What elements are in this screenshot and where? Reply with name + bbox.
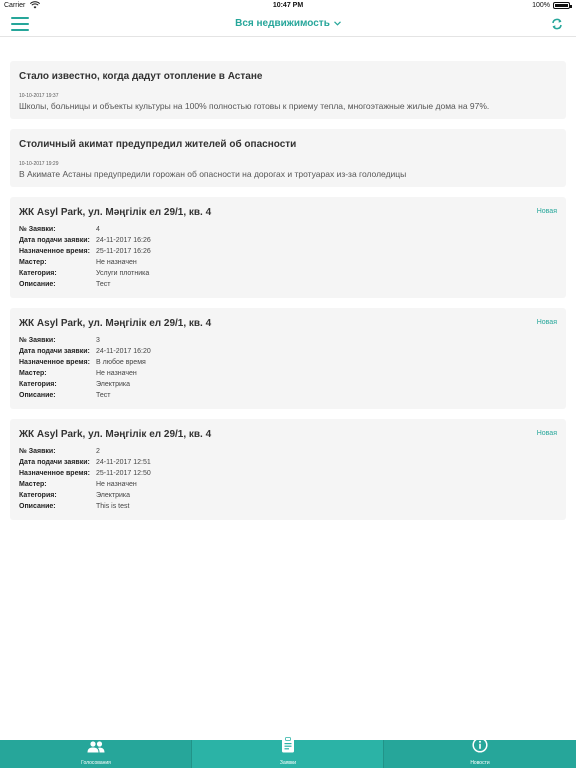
tab-requests[interactable] [192,740,384,768]
ticket-card[interactable] [10,197,566,298]
submitted-date-label: Дата подачи заявки: [19,237,90,244]
tab-news[interactable] [384,740,576,768]
master-label: Мастер: [19,481,47,488]
news-date: 10-10-2017 19:29 [19,161,59,167]
submitted-date-label: Дата подачи заявки: [19,348,90,355]
submitted-date: 24-11-2017 12:51 [96,459,151,466]
master-label: Мастер: [19,370,47,377]
ticket-card[interactable] [10,419,566,520]
scheduled-time: 25-11-2017 12:50 [96,470,151,477]
category-value: Электрика [96,492,131,499]
news-title: Стало известно, когда дадут отопление в Астане [19,71,263,82]
info-icon [472,737,488,758]
news-date: 10-10-2017 19:37 [19,93,59,99]
category-value: Электрика [96,381,131,388]
ticket-number: 3 [96,337,100,344]
ticket-address: ЖК Asyl Park, ул. Мәңгілік ел 29/1, кв. 4 [19,207,212,218]
ticket-address: ЖК Asyl Park, ул. Мәңгілік ел 29/1, кв. 4 [19,429,212,440]
description-label: Описание: [19,392,56,399]
ticket-number: 2 [96,448,100,455]
category-value: Услуги плотника [96,270,150,277]
news-body: В Акимате Астаны предупредили горожан об опасности на дорогах и тротуарах из-за гололедицы [19,169,407,179]
battery-icon [553,2,570,9]
ticket-number-label: № Заявки: [19,448,56,455]
category-label: Категория: [19,492,57,499]
property-selector[interactable] [0,18,576,29]
description-value: Тест [96,392,111,399]
clipboard-icon [281,737,295,758]
status-bar [0,0,576,12]
scheduled-time-label: Назначенное время: [19,359,90,366]
status-badge: Новая [536,208,557,215]
master-value: Не назначен [96,370,137,377]
scheduled-time-label: Назначенное время: [19,248,90,255]
property-selector-label: Вся недвижимость [235,18,330,29]
master-label: Мастер: [19,259,47,266]
category-label: Категория: [19,381,57,388]
category-label: Категория: [19,270,57,277]
ticket-number-label: № Заявки: [19,337,56,344]
tab-label: Голосования [81,760,111,766]
submitted-date: 24-11-2017 16:20 [96,348,151,355]
description-value: Тест [96,281,111,288]
news-card[interactable] [10,61,566,119]
nav-bar [0,12,576,37]
chevron-down-icon [334,19,341,28]
master-value: Не назначен [96,259,137,266]
battery-percent: 100% [532,2,550,9]
submitted-date-label: Дата подачи заявки: [19,459,90,466]
feed-list [10,61,566,530]
scheduled-time: В любое время [96,359,146,366]
tab-voting[interactable] [0,740,192,768]
status-badge: Новая [536,430,557,437]
tab-label: Заявки [279,760,297,766]
status-badge: Новая [536,319,557,326]
tab-label: Новости [470,760,490,766]
carrier-label: Carrier [4,2,26,9]
refresh-icon[interactable] [550,17,564,31]
people-icon [87,740,105,758]
scheduled-time: 25-11-2017 16:26 [96,248,151,255]
submitted-date: 24-11-2017 16:26 [96,237,151,244]
ticket-card[interactable] [10,308,566,409]
description-label: Описание: [19,503,56,510]
description-label: Описание: [19,281,56,288]
tab-bar [0,740,576,768]
description-value: This is test [96,503,130,510]
ticket-address: ЖК Asyl Park, ул. Мәңгілік ел 29/1, кв. 4 [19,318,212,329]
news-body: Школы, больницы и объекты культуры на 100% полностью готовы к приему тепла, многоэтажные жилые дома на 97%. [19,101,490,111]
news-card[interactable] [10,129,566,187]
news-title: Столичный акимат предупредил жителей об опасности [19,139,297,150]
scheduled-time-label: Назначенное время: [19,470,90,477]
clock: 10:47 PM [272,2,304,9]
ticket-number: 4 [96,226,100,233]
ticket-number-label: № Заявки: [19,226,56,233]
master-value: Не назначен [96,481,137,488]
